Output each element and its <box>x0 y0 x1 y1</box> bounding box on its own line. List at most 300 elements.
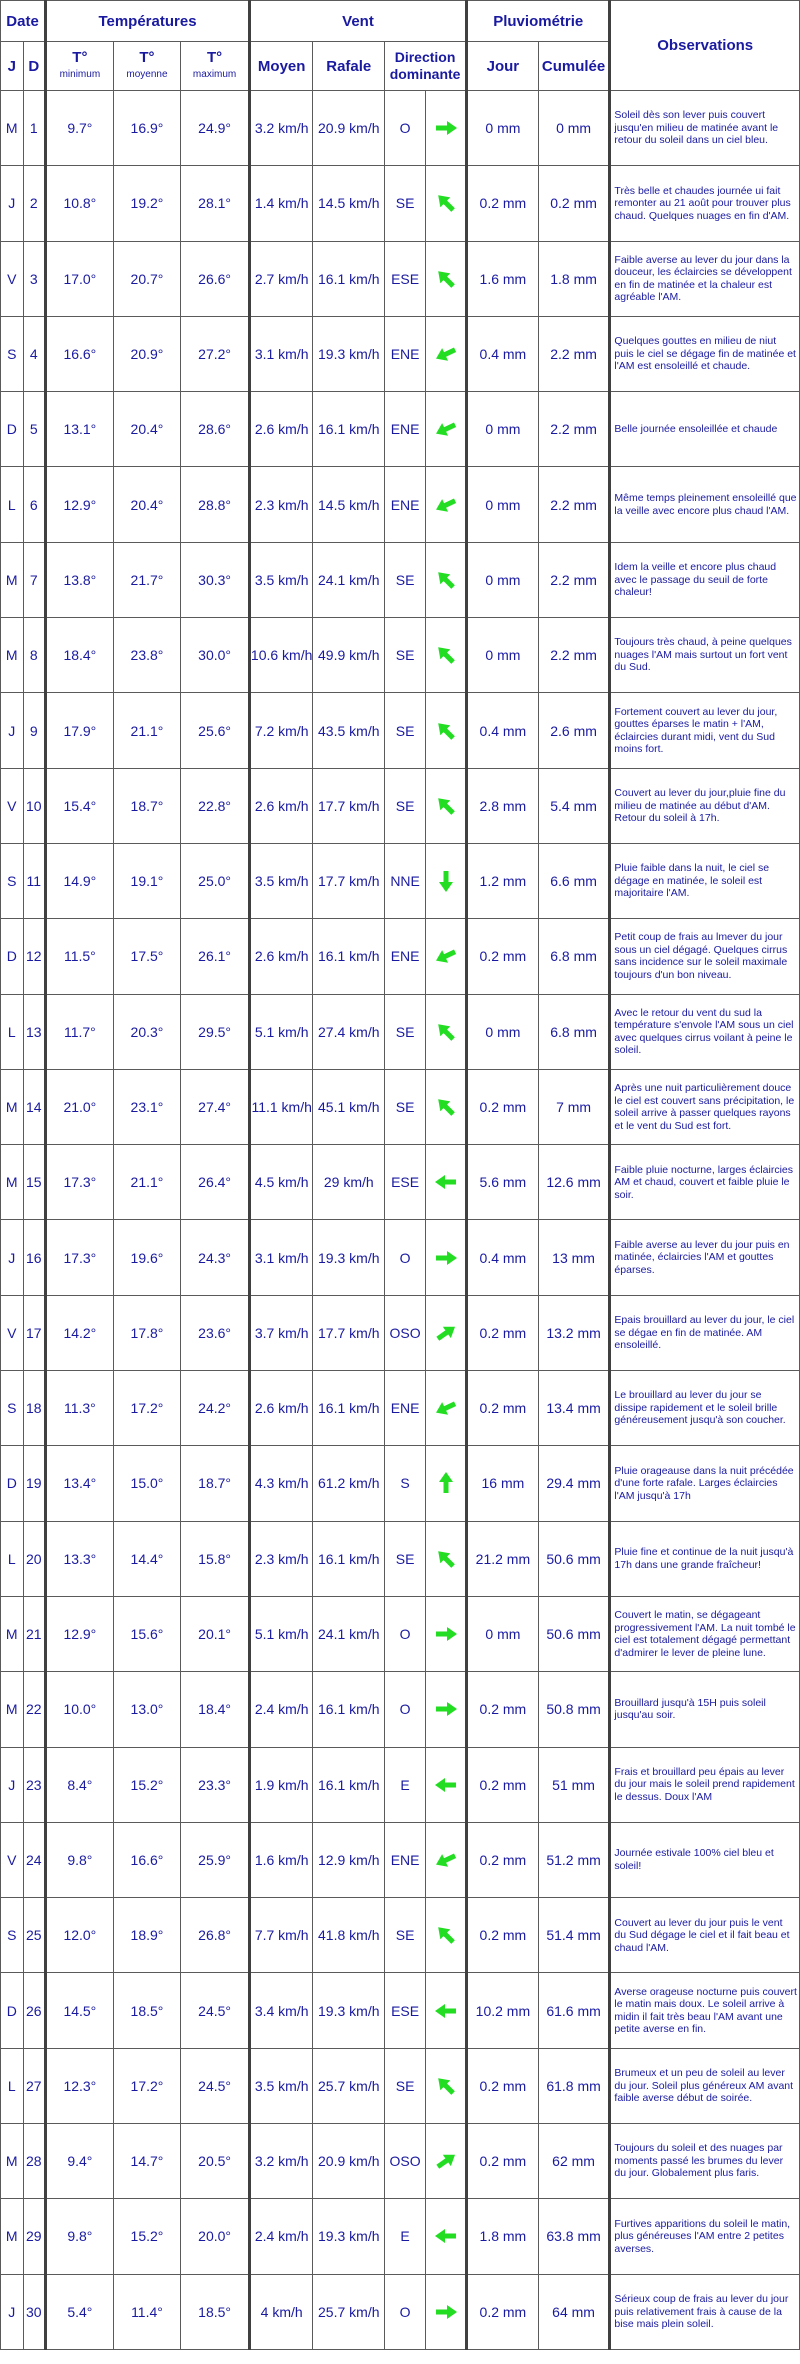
rain-day: 0 mm <box>467 994 539 1069</box>
temp-avg: 23.8° <box>113 618 181 693</box>
header-pluviometrie: Pluviométrie <box>467 1 610 42</box>
header-observations: Observations <box>610 1 800 91</box>
left-arrow-icon <box>426 1747 467 1822</box>
day-number: 14 <box>23 1069 46 1144</box>
day-letter: V <box>1 1295 24 1370</box>
up-right-arrow-icon <box>426 2124 467 2199</box>
table-row <box>1 1973 800 2048</box>
header-vent: Vent <box>249 1 466 42</box>
temp-min: 17.3° <box>46 1145 114 1220</box>
temp-max: 15.8° <box>181 1521 250 1596</box>
observation: Fortement couvert au lever du jour, gouttes éparses le matin + l'AM, éclaircies durant midi, vent du Sud moins fort. <box>610 693 800 768</box>
rain-day: 0.2 mm <box>467 2048 539 2123</box>
day-letter: D <box>1 392 24 467</box>
temp-max: 24.5° <box>181 2048 250 2123</box>
wind-avg: 3.7 km/h <box>249 1295 313 1370</box>
day-number: 9 <box>23 693 46 768</box>
right-arrow-icon <box>426 91 467 166</box>
up-left-arrow-icon <box>426 1521 467 1596</box>
day-letter: S <box>1 1371 24 1446</box>
table-row <box>1 1295 800 1370</box>
wind-direction: ENE <box>385 392 426 467</box>
wind-direction: OSO <box>385 2124 426 2199</box>
wind-gust: 16.1 km/h <box>313 1371 385 1446</box>
table-row <box>1 2124 800 2199</box>
header-moyen: Moyen <box>249 42 313 91</box>
rain-day: 0.2 mm <box>467 1069 539 1144</box>
observation: Couvert au lever du jour puis le vent du Sud dégage le ciel et il fait beau et chaud l'AM. <box>610 1898 800 1973</box>
day-number: 29 <box>23 2199 46 2274</box>
observation: Couvert au lever du jour,pluie fine du milieu de matinée au début d'AM. Retour du soleil à 17h. <box>610 768 800 843</box>
wind-avg: 5.1 km/h <box>249 1596 313 1671</box>
wind-avg: 2.6 km/h <box>249 768 313 843</box>
day-letter: M <box>1 1596 24 1671</box>
table-row <box>1 166 800 241</box>
wind-avg: 5.1 km/h <box>249 994 313 1069</box>
temp-min: 13.4° <box>46 1446 114 1521</box>
day-number: 13 <box>23 994 46 1069</box>
observation: Petit coup de frais au lmever du jour sous un ciel dégagé. Quelques cirrus sans incidence sur le soleil maximale toujours d'un bon niveau. <box>610 919 800 994</box>
rain-cumulative: 5.4 mm <box>538 768 610 843</box>
rain-cumulative: 6.8 mm <box>538 919 610 994</box>
wind-gust: 27.4 km/h <box>313 994 385 1069</box>
rain-cumulative: 7 mm <box>538 1069 610 1144</box>
table-row <box>1 1596 800 1671</box>
temp-avg: 17.2° <box>113 1371 181 1446</box>
rain-cumulative: 50.6 mm <box>538 1596 610 1671</box>
rain-cumulative: 50.6 mm <box>538 1521 610 1596</box>
rain-cumulative: 61.6 mm <box>538 1973 610 2048</box>
temp-avg: 15.2° <box>113 2199 181 2274</box>
temp-min: 14.5° <box>46 1973 114 2048</box>
day-number: 23 <box>23 1747 46 1822</box>
down-left-arrow-icon <box>426 392 467 467</box>
rain-cumulative: 63.8 mm <box>538 2199 610 2274</box>
temp-min: 17.3° <box>46 1220 114 1295</box>
temp-avg: 17.8° <box>113 1295 181 1370</box>
temp-avg: 13.0° <box>113 1672 181 1747</box>
day-number: 7 <box>23 542 46 617</box>
wind-direction: O <box>385 1220 426 1295</box>
temp-min: 14.2° <box>46 1295 114 1370</box>
up-left-arrow-icon <box>426 618 467 693</box>
wind-gust: 14.5 km/h <box>313 166 385 241</box>
rain-day: 0.4 mm <box>467 693 539 768</box>
temp-max: 25.0° <box>181 843 250 918</box>
wind-gust: 24.1 km/h <box>313 1596 385 1671</box>
wind-direction: ESE <box>385 1145 426 1220</box>
wind-gust: 17.7 km/h <box>313 843 385 918</box>
table-row <box>1 91 800 166</box>
wind-direction: ESE <box>385 1973 426 2048</box>
table-row <box>1 2274 800 2349</box>
wind-gust: 19.3 km/h <box>313 2199 385 2274</box>
wind-avg: 1.4 km/h <box>249 166 313 241</box>
day-letter: M <box>1 2124 24 2199</box>
rain-cumulative: 2.2 mm <box>538 316 610 391</box>
rain-cumulative: 13 mm <box>538 1220 610 1295</box>
temp-avg: 11.4° <box>113 2274 181 2349</box>
day-number: 28 <box>23 2124 46 2199</box>
right-arrow-icon <box>426 1672 467 1747</box>
left-arrow-icon <box>426 1145 467 1220</box>
temp-min: 16.6° <box>46 316 114 391</box>
rain-cumulative: 29.4 mm <box>538 1446 610 1521</box>
right-arrow-icon <box>426 1596 467 1671</box>
up-arrow-icon <box>426 1446 467 1521</box>
day-letter: L <box>1 994 24 1069</box>
observation: Toujours du soleil et des nuages par moments passé les brumes du lever du jour. Globalement plus faris. <box>610 2124 800 2199</box>
day-number: 12 <box>23 919 46 994</box>
temp-min: 21.0° <box>46 1069 114 1144</box>
temp-min: 13.3° <box>46 1521 114 1596</box>
wind-direction: ENE <box>385 919 426 994</box>
rain-day: 0.2 mm <box>467 2124 539 2199</box>
day-number: 3 <box>23 241 46 316</box>
header-rafale: Rafale <box>313 42 385 91</box>
left-arrow-icon <box>426 1973 467 2048</box>
table-row <box>1 2199 800 2274</box>
wind-direction: ENE <box>385 1371 426 1446</box>
wind-direction: O <box>385 1672 426 1747</box>
wind-gust: 12.9 km/h <box>313 1822 385 1897</box>
down-left-arrow-icon <box>426 919 467 994</box>
wind-avg: 2.6 km/h <box>249 392 313 467</box>
day-letter: V <box>1 241 24 316</box>
observation: Averse orageuse nocturne puis couvert le matin mais doux. Le soleil arrive à midin il fait très beau l'AM avant une petite averse en fin. <box>610 1973 800 2048</box>
day-letter: M <box>1 618 24 693</box>
temp-max: 27.2° <box>181 316 250 391</box>
day-letter: J <box>1 166 24 241</box>
wind-gust: 45.1 km/h <box>313 1069 385 1144</box>
wind-gust: 43.5 km/h <box>313 693 385 768</box>
rain-cumulative: 12.6 mm <box>538 1145 610 1220</box>
wind-direction: SE <box>385 618 426 693</box>
observation: Brouillard jusqu'à 15H puis soleil jusqu'au soir. <box>610 1672 800 1747</box>
wind-avg: 7.7 km/h <box>249 1898 313 1973</box>
temp-avg: 20.4° <box>113 392 181 467</box>
observation: Toujours très chaud, à peine quelques nuages l'AM mais surtout un fort vent du Sud. <box>610 618 800 693</box>
rain-day: 0 mm <box>467 618 539 693</box>
day-number: 25 <box>23 1898 46 1973</box>
observation: Après une nuit particulièrement douce le ciel est couvert sans précipitation, le soleil arrive à passer quelques rayons et le vent du Sud est fort. <box>610 1069 800 1144</box>
day-letter: J <box>1 1747 24 1822</box>
temp-min: 12.9° <box>46 467 114 542</box>
wind-gust: 25.7 km/h <box>313 2274 385 2349</box>
rain-day: 0.2 mm <box>467 1371 539 1446</box>
wind-avg: 2.4 km/h <box>249 2199 313 2274</box>
left-arrow-icon <box>426 2199 467 2274</box>
rain-day: 0 mm <box>467 392 539 467</box>
up-left-arrow-icon <box>426 994 467 1069</box>
observation: Furtives apparitions du soleil le matin, plus généreuses l'AM entre 2 petites averses. <box>610 2199 800 2274</box>
table-row <box>1 1521 800 1596</box>
wind-avg: 3.2 km/h <box>249 2124 313 2199</box>
table-row <box>1 768 800 843</box>
day-letter: S <box>1 316 24 391</box>
temp-min: 17.0° <box>46 241 114 316</box>
rain-day: 0.4 mm <box>467 1220 539 1295</box>
rain-cumulative: 64 mm <box>538 2274 610 2349</box>
wind-gust: 19.3 km/h <box>313 1973 385 2048</box>
rain-day: 10.2 mm <box>467 1973 539 2048</box>
temp-max: 27.4° <box>181 1069 250 1144</box>
rain-day: 0 mm <box>467 467 539 542</box>
wind-gust: 20.9 km/h <box>313 2124 385 2199</box>
day-number: 20 <box>23 1521 46 1596</box>
wind-direction: S <box>385 1446 426 1521</box>
day-number: 15 <box>23 1145 46 1220</box>
table-row <box>1 1069 800 1144</box>
wind-avg: 10.6 km/h <box>249 618 313 693</box>
day-number: 1 <box>23 91 46 166</box>
day-letter: M <box>1 1069 24 1144</box>
day-letter: M <box>1 1145 24 1220</box>
observation: Même temps pleinement ensoleillé que la veille avec encore plus chaud l'AM. <box>610 467 800 542</box>
wind-avg: 4.3 km/h <box>249 1446 313 1521</box>
temp-max: 28.6° <box>181 392 250 467</box>
temp-avg: 21.1° <box>113 1145 181 1220</box>
observation: Pluie orageause dans la nuit précédée d'une forte rafale. Larges éclaircies l'AM jusqu'à 17h <box>610 1446 800 1521</box>
wind-direction: SE <box>385 1898 426 1973</box>
rain-cumulative: 0 mm <box>538 91 610 166</box>
rain-day: 0.2 mm <box>467 2274 539 2349</box>
wind-direction: SE <box>385 1069 426 1144</box>
temp-avg: 15.6° <box>113 1596 181 1671</box>
day-number: 10 <box>23 768 46 843</box>
rain-day: 1.2 mm <box>467 843 539 918</box>
day-number: 21 <box>23 1596 46 1671</box>
temp-max: 30.0° <box>181 618 250 693</box>
observation: Sérieux coup de frais au lever du jour puis relativement frais à cause de la bise mais plein soleil. <box>610 2274 800 2349</box>
temp-avg: 20.7° <box>113 241 181 316</box>
wind-avg: 3.2 km/h <box>249 91 313 166</box>
temp-avg: 17.2° <box>113 2048 181 2123</box>
day-number: 16 <box>23 1220 46 1295</box>
temp-avg: 21.7° <box>113 542 181 617</box>
table-row <box>1 1747 800 1822</box>
day-number: 11 <box>23 843 46 918</box>
wind-direction: E <box>385 2199 426 2274</box>
table-row <box>1 392 800 467</box>
temp-max: 20.5° <box>181 2124 250 2199</box>
wind-avg: 1.6 km/h <box>249 1822 313 1897</box>
wind-avg: 2.4 km/h <box>249 1672 313 1747</box>
temp-max: 20.0° <box>181 2199 250 2274</box>
observation: Faible averse au lever du jour dans la douceur, les éclaircies se développent en fin de matinée et la chaleur est agréable l'AM. <box>610 241 800 316</box>
wind-gust: 41.8 km/h <box>313 1898 385 1973</box>
day-letter: M <box>1 2199 24 2274</box>
rain-cumulative: 0.2 mm <box>538 166 610 241</box>
table-row <box>1 1220 800 1295</box>
temp-avg: 15.2° <box>113 1747 181 1822</box>
wind-direction: O <box>385 2274 426 2349</box>
wind-avg: 2.3 km/h <box>249 467 313 542</box>
rain-cumulative: 2.2 mm <box>538 542 610 617</box>
temp-min: 12.3° <box>46 2048 114 2123</box>
wind-direction: E <box>385 1747 426 1822</box>
rain-day: 0 mm <box>467 542 539 617</box>
table-row <box>1 1898 800 1973</box>
rain-cumulative: 13.2 mm <box>538 1295 610 1370</box>
temp-min: 11.5° <box>46 919 114 994</box>
temp-max: 24.3° <box>181 1220 250 1295</box>
day-number: 30 <box>23 2274 46 2349</box>
rain-day: 1.6 mm <box>467 241 539 316</box>
rain-cumulative: 6.6 mm <box>538 843 610 918</box>
rain-day: 16 mm <box>467 1446 539 1521</box>
temp-min: 11.7° <box>46 994 114 1069</box>
rain-day: 0.4 mm <box>467 316 539 391</box>
day-letter: L <box>1 2048 24 2123</box>
day-number: 26 <box>23 1973 46 2048</box>
up-left-arrow-icon <box>426 693 467 768</box>
temp-avg: 20.4° <box>113 467 181 542</box>
wind-direction: ENE <box>385 1822 426 1897</box>
wind-direction: OSO <box>385 1295 426 1370</box>
temp-avg: 16.6° <box>113 1822 181 1897</box>
day-number: 8 <box>23 618 46 693</box>
day-letter: J <box>1 2274 24 2349</box>
wind-direction: ENE <box>385 316 426 391</box>
wind-avg: 3.5 km/h <box>249 843 313 918</box>
wind-gust: 17.7 km/h <box>313 1295 385 1370</box>
wind-gust: 25.7 km/h <box>313 2048 385 2123</box>
wind-avg: 11.1 km/h <box>249 1069 313 1144</box>
observation: Très belle et chaudes journée ui fait remonter au 21 août pour trouver plus chaud. Quelques nuages en fin d'AM. <box>610 166 800 241</box>
day-number: 19 <box>23 1446 46 1521</box>
temp-min: 5.4° <box>46 2274 114 2349</box>
observation: Faible averse au lever du jour puis en matinée, éclaircies l'AM et gouttes éparses. <box>610 1220 800 1295</box>
temp-min: 8.4° <box>46 1747 114 1822</box>
wind-avg: 3.1 km/h <box>249 316 313 391</box>
day-number: 22 <box>23 1672 46 1747</box>
rain-day: 0.2 mm <box>467 1898 539 1973</box>
down-left-arrow-icon <box>426 467 467 542</box>
temp-max: 18.4° <box>181 1672 250 1747</box>
rain-cumulative: 13.4 mm <box>538 1371 610 1446</box>
observation: Journée estivale 100% ciel bleu et soleil! <box>610 1822 800 1897</box>
temp-max: 22.8° <box>181 768 250 843</box>
wind-direction: SE <box>385 768 426 843</box>
wind-avg: 3.1 km/h <box>249 1220 313 1295</box>
wind-direction: O <box>385 91 426 166</box>
header-cumulee: Cumulée <box>538 42 610 91</box>
table-row <box>1 467 800 542</box>
observation: Belle journée ensoleillée et chaude <box>610 392 800 467</box>
temp-avg: 17.5° <box>113 919 181 994</box>
rain-day: 0 mm <box>467 91 539 166</box>
observation: Pluie faible dans la nuit, le ciel se dégage en matinée, le soleil est majoritaire l'AM. <box>610 843 800 918</box>
rain-day: 0.2 mm <box>467 166 539 241</box>
rain-cumulative: 2.2 mm <box>538 618 610 693</box>
day-number: 5 <box>23 392 46 467</box>
day-letter: D <box>1 1446 24 1521</box>
day-letter: M <box>1 1672 24 1747</box>
day-number: 2 <box>23 166 46 241</box>
table-row <box>1 919 800 994</box>
up-right-arrow-icon <box>426 1295 467 1370</box>
rain-day: 0 mm <box>467 1596 539 1671</box>
wind-avg: 2.6 km/h <box>249 919 313 994</box>
rain-day: 0.2 mm <box>467 1295 539 1370</box>
rain-cumulative: 6.8 mm <box>538 994 610 1069</box>
table-body <box>1 91 800 2350</box>
temp-avg: 20.9° <box>113 316 181 391</box>
day-letter: L <box>1 467 24 542</box>
rain-day: 0.2 mm <box>467 1672 539 1747</box>
day-number: 18 <box>23 1371 46 1446</box>
wind-gust: 16.1 km/h <box>313 1672 385 1747</box>
temp-min: 10.8° <box>46 166 114 241</box>
temp-avg: 19.6° <box>113 1220 181 1295</box>
wind-direction: SE <box>385 1521 426 1596</box>
down-arrow-icon <box>426 843 467 918</box>
observation: Frais et brouillard peu épais au lever du jour mais le soleil prend rapidement le dessus. Doux l'AM <box>610 1747 800 1822</box>
table-row <box>1 618 800 693</box>
wind-gust: 19.3 km/h <box>313 1220 385 1295</box>
temp-avg: 23.1° <box>113 1069 181 1144</box>
down-left-arrow-icon <box>426 1822 467 1897</box>
header-j: J <box>1 42 24 91</box>
wind-gust: 16.1 km/h <box>313 392 385 467</box>
day-letter: L <box>1 1521 24 1596</box>
temp-max: 18.7° <box>181 1446 250 1521</box>
wind-direction: SE <box>385 2048 426 2123</box>
observation: Couvert le matin, se dégageant progressivement l'AM. La nuit tombé le ciel est totalement dégagé permettant d'admirer le lever de pleine lune. <box>610 1596 800 1671</box>
wind-direction: ENE <box>385 467 426 542</box>
temp-min: 9.4° <box>46 2124 114 2199</box>
rain-cumulative: 2.2 mm <box>538 392 610 467</box>
rain-day: 2.8 mm <box>467 768 539 843</box>
table-row <box>1 316 800 391</box>
up-left-arrow-icon <box>426 2048 467 2123</box>
temp-min: 9.7° <box>46 91 114 166</box>
day-letter: J <box>1 693 24 768</box>
rain-cumulative: 1.8 mm <box>538 241 610 316</box>
rain-cumulative: 51.4 mm <box>538 1898 610 1973</box>
day-letter: D <box>1 1973 24 2048</box>
up-left-arrow-icon <box>426 241 467 316</box>
observation: Pluie fine et continue de la nuit jusqu'à 17h dans une grande fraîcheur! <box>610 1521 800 1596</box>
wind-avg: 3.5 km/h <box>249 2048 313 2123</box>
temp-min: 18.4° <box>46 618 114 693</box>
rain-cumulative: 51 mm <box>538 1747 610 1822</box>
wind-avg: 7.2 km/h <box>249 693 313 768</box>
temp-avg: 18.7° <box>113 768 181 843</box>
day-number: 4 <box>23 316 46 391</box>
temp-max: 23.6° <box>181 1295 250 1370</box>
rain-cumulative: 50.8 mm <box>538 1672 610 1747</box>
temp-min: 9.8° <box>46 1822 114 1897</box>
day-letter: M <box>1 91 24 166</box>
temp-max: 25.9° <box>181 1822 250 1897</box>
temp-avg: 14.7° <box>113 2124 181 2199</box>
wind-gust: 29 km/h <box>313 1145 385 1220</box>
observation: Le brouillard au lever du jour se dissipe rapidement et le soleil brille généreusement jusqu'à son coucher. <box>610 1371 800 1446</box>
temp-max: 24.5° <box>181 1973 250 2048</box>
temp-avg: 19.1° <box>113 843 181 918</box>
temp-max: 24.2° <box>181 1371 250 1446</box>
observation: Avec le retour du vent du sud la température s'envole l'AM sous un ciel avec quelques cirrus voilant à peine le soleil. <box>610 994 800 1069</box>
temp-avg: 15.0° <box>113 1446 181 1521</box>
temp-min: 11.3° <box>46 1371 114 1446</box>
up-left-arrow-icon <box>426 166 467 241</box>
wind-direction: O <box>385 1596 426 1671</box>
table-row <box>1 542 800 617</box>
day-letter: S <box>1 1898 24 1973</box>
table-row <box>1 241 800 316</box>
